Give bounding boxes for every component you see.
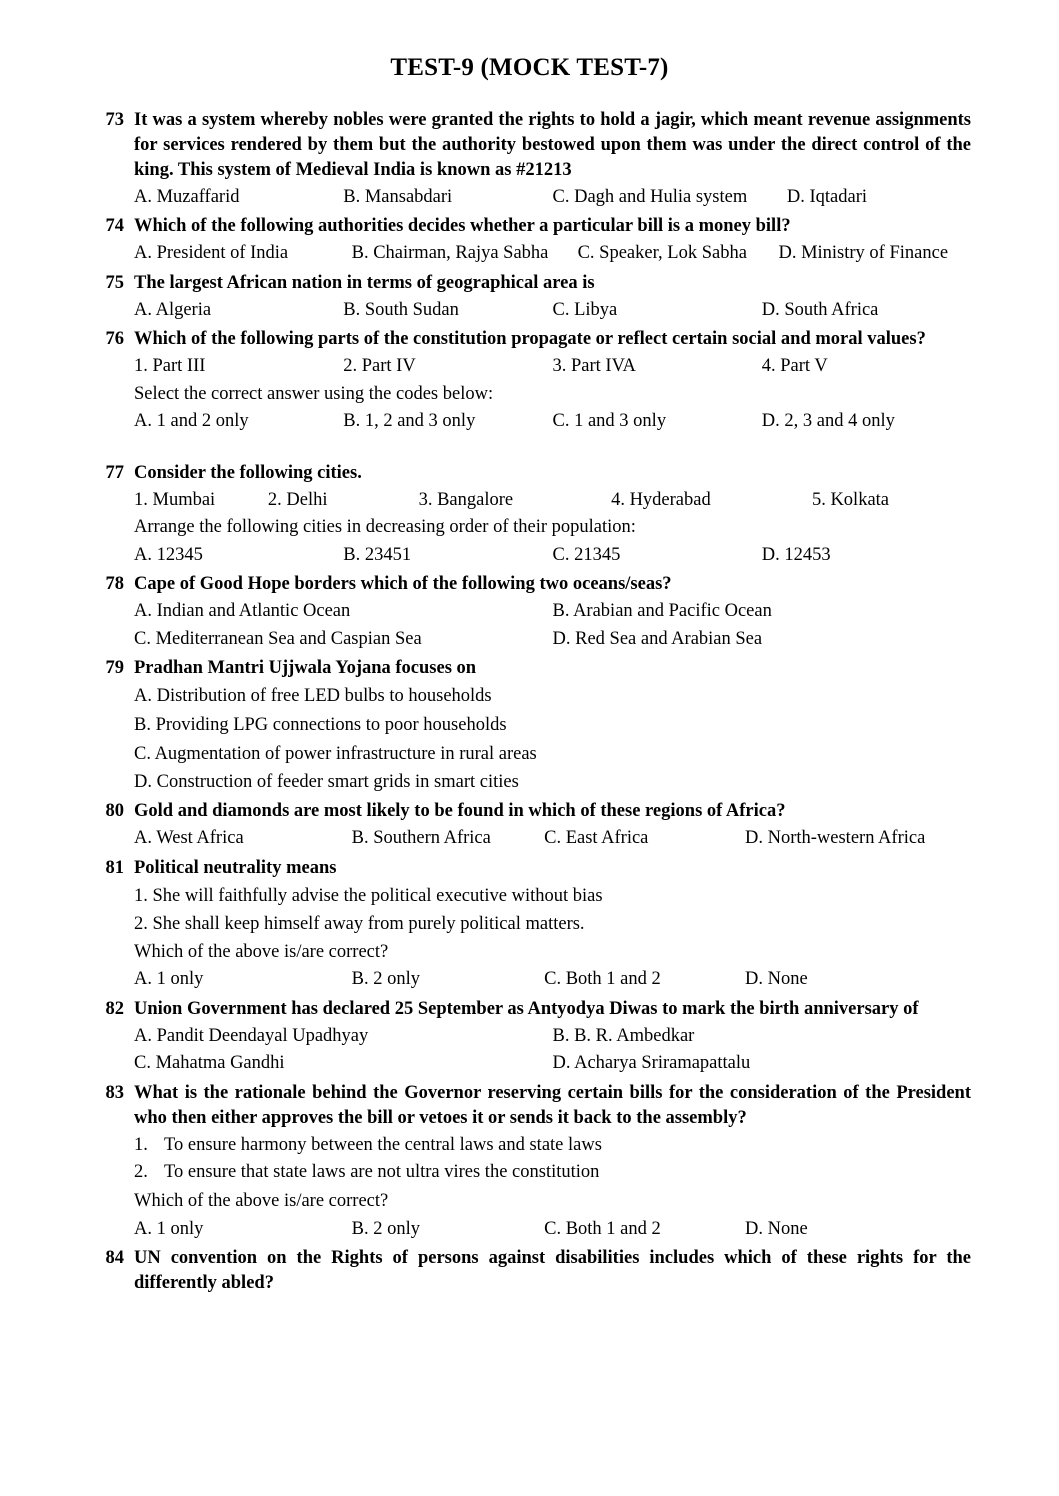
option-d[interactable]: D. Ministry of Finance (778, 243, 949, 264)
statement-number: 1. (134, 1134, 148, 1155)
question-body (134, 271, 971, 325)
option-c[interactable]: C. Dagh and Hulia system (552, 186, 748, 207)
question-body (134, 656, 971, 797)
question-stem: UN convention on the Rights of persons against disabilities includes which of these rights for the differently abled? (134, 1248, 971, 1294)
option-a[interactable]: A. Distribution of free LED bulbs to households (134, 686, 492, 707)
question-stem: Union Government has declared 25 September as Antyodya Diwas to mark the birth anniversary of (134, 998, 919, 1019)
option-a[interactable]: A. Indian and Atlantic Ocean (134, 601, 351, 622)
option-c[interactable]: C. Speaker, Lok Sabha (577, 243, 747, 264)
question-77 (88, 461, 971, 571)
question-82 (88, 997, 971, 1079)
option-b[interactable]: B. Arabian and Pacific Ocean (552, 601, 772, 622)
question-75 (88, 271, 971, 325)
option-row (134, 298, 971, 324)
question-76 (88, 327, 971, 437)
question-stem: The largest African nation in terms of geographical area is (134, 272, 595, 293)
option-a[interactable]: A. 1 only (134, 1218, 204, 1239)
question-stem: Consider the following cities. (134, 462, 362, 483)
option-row (134, 627, 971, 653)
statement-1 (134, 1132, 971, 1160)
option-b[interactable]: B. 23451 (343, 544, 412, 565)
option-a[interactable]: A. 12345 (134, 544, 203, 565)
option-b[interactable]: B. Chairman, Rajya Sabha (351, 243, 549, 264)
option-row (134, 1024, 971, 1050)
statement-row (134, 488, 971, 514)
statement-text: To ensure harmony between the central laws and state laws (164, 1134, 602, 1155)
question-stem: Which of the following parts of the constitution propagate or reflect certain social and moral values? (134, 329, 926, 350)
statement-1: 1. Mumbai (134, 489, 216, 510)
question-number: 84 (105, 1248, 124, 1269)
option-row (134, 543, 971, 569)
option-b[interactable]: B. Southern Africa (351, 828, 491, 849)
question-84 (88, 1246, 971, 1297)
option-a[interactable]: A. Algeria (134, 299, 212, 320)
option-b[interactable]: B. Mansabdari (343, 186, 453, 207)
page-title: TEST-9 (MOCK TEST-7) (390, 54, 669, 81)
question-number: 74 (105, 216, 124, 237)
option-c[interactable]: C. Mediterranean Sea and Caspian Sea (134, 628, 422, 649)
option-d[interactable]: D. South Africa (761, 299, 879, 320)
option-row (134, 1217, 971, 1243)
section-spacer (88, 439, 971, 461)
option-d[interactable]: D. Acharya Sriramapattalu (552, 1053, 751, 1074)
question-number: 81 (105, 857, 124, 878)
statement-1: 1. Part III (134, 356, 206, 377)
statement-2: 2. Part IV (343, 356, 416, 377)
option-b[interactable]: B. South Sudan (343, 299, 459, 320)
option-b[interactable]: B. 1, 2 and 3 only (343, 411, 476, 432)
question-stem: It was a system whereby nobles were granted the rights to hold a jagir, which meant revenue assignments for services rendered by them but the authority bestowed upon them was under the direct control of the king. This system of Medieval India is known as #21213 (134, 110, 971, 180)
option-row (134, 241, 971, 267)
option-c[interactable]: C. 1 and 3 only (552, 411, 667, 432)
option-c[interactable]: C. 21345 (552, 544, 621, 565)
option-c[interactable]: C. Mahatma Gandhi (134, 1053, 285, 1074)
question-body (134, 799, 971, 853)
option-a[interactable]: A. 1 only (134, 969, 204, 990)
option-a[interactable]: A. 1 and 2 only (134, 411, 249, 432)
question-number: 83 (105, 1082, 124, 1103)
statement-number: 2. (134, 1162, 148, 1183)
question-81 (88, 856, 971, 995)
statement-2 (134, 1159, 971, 1187)
question-stem: Pradhan Mantri Ujjwala Yojana focuses on (134, 658, 477, 679)
option-d[interactable]: D. None (744, 1218, 808, 1239)
option-row (134, 409, 971, 435)
option-d[interactable]: D. Iqtadari (786, 186, 867, 207)
option-row (134, 1051, 971, 1077)
option-b[interactable]: B. B. R. Ambedkar (552, 1025, 695, 1046)
statement-2: 2. Delhi (267, 489, 328, 510)
question-instruction: Select the correct answer using the codes below: (134, 383, 494, 404)
option-row (134, 826, 971, 852)
statement-list (134, 882, 971, 938)
option-d[interactable]: D. None (744, 969, 808, 990)
question-instruction: Which of the above is/are correct? (134, 941, 389, 962)
option-a[interactable]: A. President of India (134, 243, 289, 264)
option-d[interactable]: D. Red Sea and Arabian Sea (552, 628, 763, 649)
statement-text: To ensure that state laws are not ultra vires the constitution (164, 1162, 600, 1183)
question-body (134, 214, 971, 268)
statement-3: 3. Part IVA (552, 356, 636, 377)
question-74 (88, 214, 971, 268)
question-body (134, 997, 971, 1079)
option-b[interactable]: B. Providing LPG connections to poor households (134, 715, 507, 736)
statement-row (134, 354, 971, 380)
statement-3: 3. Bangalore (418, 489, 514, 510)
option-row (134, 185, 971, 211)
question-body (134, 327, 971, 437)
question-number: 73 (105, 110, 124, 130)
statement-5: 5. Kolkata (811, 489, 889, 510)
statement-4: 4. Hyderabad (611, 489, 711, 510)
question-stem: Which of the following authorities decides whether a particular bill is a money bill? (134, 216, 791, 237)
question-stem: What is the rationale behind the Governor reserving certain bills for the consideration of the President who then either approves the bill or vetoes it or sends it back to the assembly? (134, 1082, 971, 1128)
option-a[interactable]: A. Muzaffarid (134, 186, 240, 207)
question-number: 76 (105, 329, 124, 350)
question-body (134, 1081, 971, 1244)
question-number: 75 (105, 272, 124, 293)
question-instruction: Which of the above is/are correct? (134, 1191, 389, 1212)
option-c[interactable]: C. Libya (552, 299, 618, 320)
question-73 (88, 108, 971, 212)
question-body (134, 572, 971, 654)
question-body (134, 1246, 971, 1297)
option-d[interactable]: D. 12453 (761, 544, 831, 565)
question-80 (88, 799, 971, 853)
question-number: 80 (105, 801, 124, 822)
option-a[interactable]: A. Pandit Deendayal Upadhyay (134, 1025, 369, 1046)
question-stem: Cape of Good Hope borders which of the following two oceans/seas? (134, 574, 672, 595)
question-79 (88, 656, 971, 797)
question-body (134, 108, 971, 212)
option-row (134, 967, 971, 993)
option-c[interactable]: C. Both 1 and 2 (544, 969, 661, 990)
question-number: 79 (105, 658, 124, 679)
question-body (134, 856, 971, 995)
question-83 (88, 1081, 971, 1244)
option-c[interactable]: C. Both 1 and 2 (544, 1218, 661, 1239)
statement-2: 2. She shall keep himself away from purely political matters. (134, 913, 585, 934)
option-d[interactable]: D. 2, 3 and 4 only (761, 411, 895, 432)
question-stem: Gold and diamonds are most likely to be found in which of these regions of Africa? (134, 801, 786, 822)
option-b[interactable]: B. 2 only (351, 1218, 420, 1239)
option-a[interactable]: A. West Africa (134, 828, 244, 849)
statement-4: 4. Part V (761, 356, 828, 377)
option-c[interactable]: C. East Africa (544, 828, 649, 849)
question-body (134, 461, 971, 571)
option-d[interactable]: D. North-western Africa (744, 828, 926, 849)
option-b[interactable]: B. 2 only (351, 969, 420, 990)
question-number: 82 (105, 998, 124, 1019)
statement-1: 1. She will faithfully advise the political executive without bias (134, 885, 603, 906)
question-instruction: Arrange the following cities in decreasing order of their population: (134, 517, 636, 538)
option-stack (134, 682, 971, 797)
question-78 (88, 572, 971, 654)
option-c[interactable]: C. Augmentation of power infrastructure in rural areas (134, 743, 537, 764)
question-number: 78 (105, 574, 124, 595)
question-stem: Political neutrality means (134, 857, 337, 878)
question-number: 77 (105, 462, 124, 483)
option-d[interactable]: D. Construction of feeder smart grids in smart cities (134, 772, 519, 793)
option-row (134, 599, 971, 625)
